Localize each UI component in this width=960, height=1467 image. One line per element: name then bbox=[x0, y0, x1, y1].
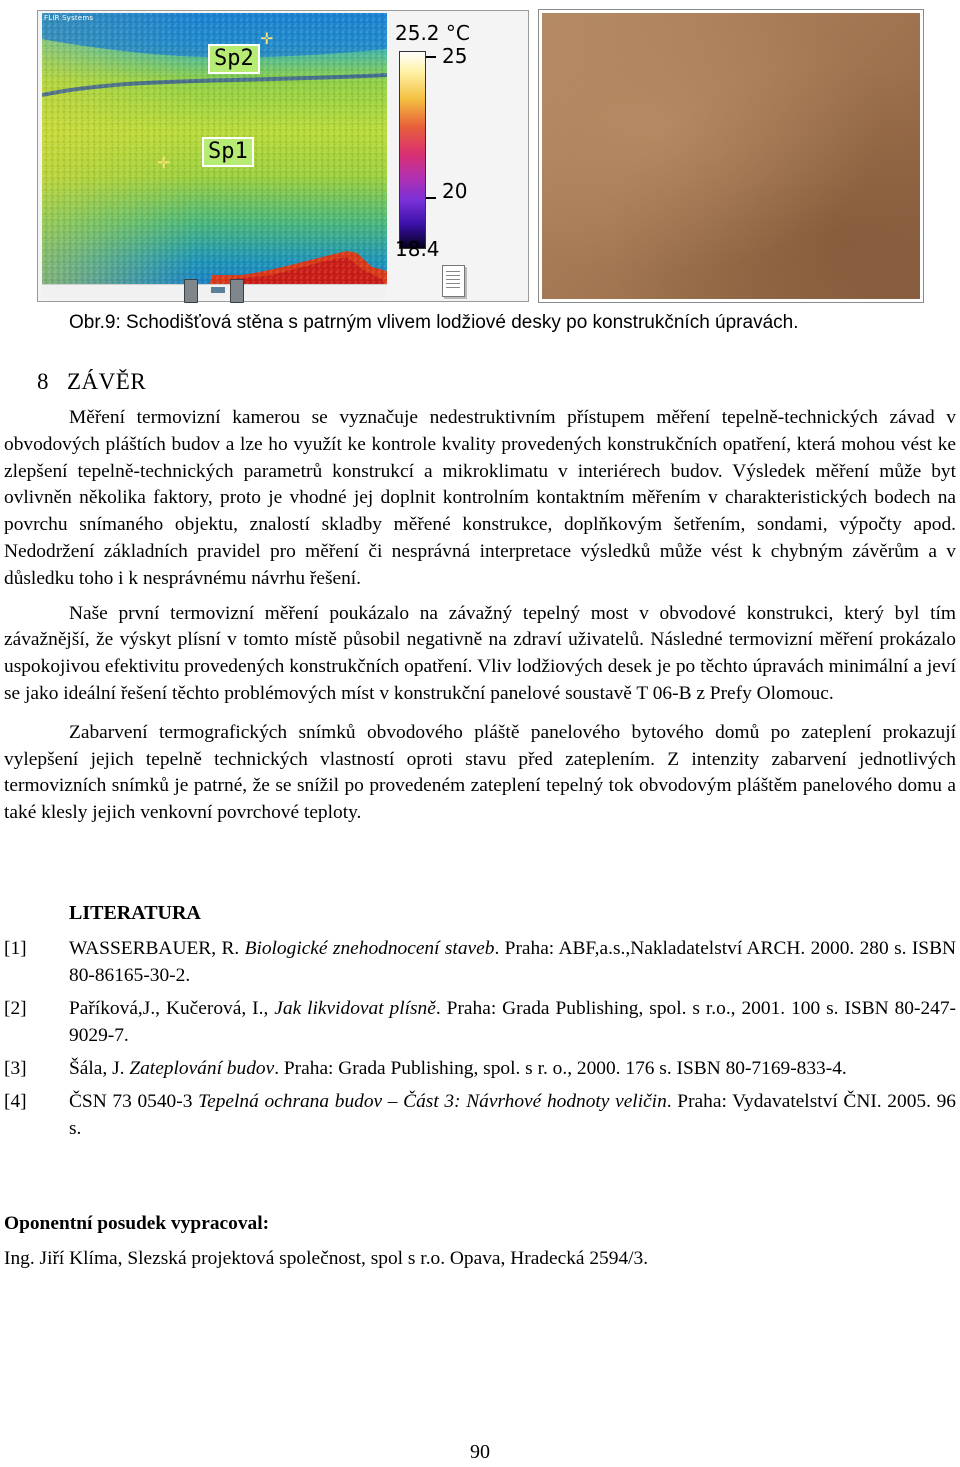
paragraph: Měření termovizní kamerou se vyznačuje nedestruktivním přístupem měření tepelně-technických závad v obvodových pláštích budov a lze ho využít ke kontrole kvality provedených konstrukčních opatření, která mohou vést ke zlepšení tepelně-technických parametrů konstrukcí a mikroklimatu v interiérech budov. Výsledek měření může byt ovlivněn několika faktory, proto je vhodné jej doplnit kontrolním kontaktním měřením v charakteristických bodech na povrchu snímaného objektu, znalostí skladby měřené konstrukce, doplňkovým šetřením, sondami, výpočty apod. Nedodržení základních pravidel pro měření či nesprávná interpretace výsledků může vést k chybným závěrům a v důsledku toho i k nesprávnému návrhu řešení. bbox=[4, 407, 956, 589]
section-heading bbox=[37, 369, 164, 395]
spot-crosshair-icon: ✛ bbox=[157, 153, 171, 172]
section-number: 8 bbox=[37, 369, 49, 394]
reference-text: Šála, J. Zateplování budov. Praha: Grada Publishing, spol. s r. o., 2000. 176 s. ISBN 80-7169-833-4. bbox=[69, 1058, 847, 1079]
reference-item bbox=[4, 1055, 956, 1082]
scale-tick-label: 25 bbox=[442, 44, 468, 68]
wall-photo bbox=[538, 9, 924, 303]
reference-number: [4] bbox=[4, 1091, 27, 1112]
document-icon bbox=[442, 265, 465, 297]
brand-label: FLIR Systems bbox=[44, 14, 94, 22]
reference-item bbox=[4, 995, 956, 1049]
spot-label-sp1: Sp1 bbox=[202, 137, 254, 167]
wall-photo-image bbox=[542, 13, 920, 299]
opponent-label: Oponentní posudek vypracoval: bbox=[4, 1213, 270, 1234]
scale-tick bbox=[426, 56, 436, 58]
thermogram-image bbox=[42, 13, 387, 295]
slider-handle bbox=[230, 279, 244, 303]
color-scale-bar bbox=[399, 51, 426, 249]
thermogram-figure bbox=[37, 10, 529, 302]
reference-item bbox=[4, 935, 956, 989]
literature-heading: LITERATURA bbox=[69, 902, 201, 924]
section-title: ZÁVĚR bbox=[67, 369, 147, 394]
spot-crosshair-icon: ✛ bbox=[260, 29, 274, 48]
scale-tick-label: 20 bbox=[442, 179, 468, 203]
reference-text: WASSERBAUER, R. Biologické znehodnocení staveb. Praha: ABF,a.s.,Nakladatelství ARCH. 2000. 280 s. ISBN 80-86165-30-2. bbox=[69, 938, 957, 986]
reference-number: [3] bbox=[4, 1058, 27, 1079]
scale-tick bbox=[426, 197, 436, 199]
page-number: 90 bbox=[470, 1441, 490, 1463]
reference-list bbox=[4, 935, 956, 1148]
figure-caption: Obr.9: Schodišťová stěna s patrným vlivem lodžiové desky po konstrukčních úpravách. bbox=[69, 312, 799, 333]
reference-text: ČSN 73 0540-3 Tepelná ochrana budov – Část 3: Návrhové hodnoty veličin. Praha: Vydavatelství ČNI. 2005. 96 s. bbox=[69, 1091, 956, 1139]
scale-max-label: 25.2 °C bbox=[395, 21, 470, 45]
paragraph: Naše první termovizní měření poukázalo na závažný tepelný most v obvodové konstrukci, který byl tím závažnější, že výskyt plísní v tomto místě působil negativně na zdraví uživatelů. Následné termovizní měření prokázalo uspokojivou efektivitu provedených konstrukčních opatření. Vliv lodžiových desek je po těchto úpravách minimální a jeví se jako ideální řešení těchto problémových míst v konstrukční panelové soustavě T 06-B z Prefy Olomouc. bbox=[4, 602, 956, 704]
toolbar-button bbox=[211, 287, 225, 293]
body-text bbox=[4, 405, 956, 835]
scale-min-label: 18.4 bbox=[395, 237, 440, 261]
paragraph: Zabarvení termografických snímků obvodového pláště panelového bytového domů po zateplení prokazují vylepšení jejich tepelně technických vlastností oproti stavu před zateplením. Z intenzity zabarvení jednotlivých termovizních snímků je patrné, že se snížil po provedeném zateplení tepelný tok obvodovým pláštěm panelového domu a také klesly jejich venkovní povrchové teploty. bbox=[4, 721, 956, 824]
spot-label-sp2: Sp2 bbox=[208, 44, 260, 74]
slider-handle bbox=[184, 279, 198, 303]
reference-number: [1] bbox=[4, 938, 27, 959]
reference-number: [2] bbox=[4, 998, 27, 1019]
reference-text: Paříková,J., Kučerová, I., Jak likvidovat plísně. Praha: Grada Publishing, spol. s r.o., 2001. 100 s. ISBN 80-247-9029-7. bbox=[69, 998, 956, 1046]
reference-item bbox=[4, 1088, 956, 1142]
opponent-text: Ing. Jiří Klíma, Slezská projektová společnost, spol s r.o. Opava, Hradecká 2594/3. bbox=[4, 1248, 649, 1269]
